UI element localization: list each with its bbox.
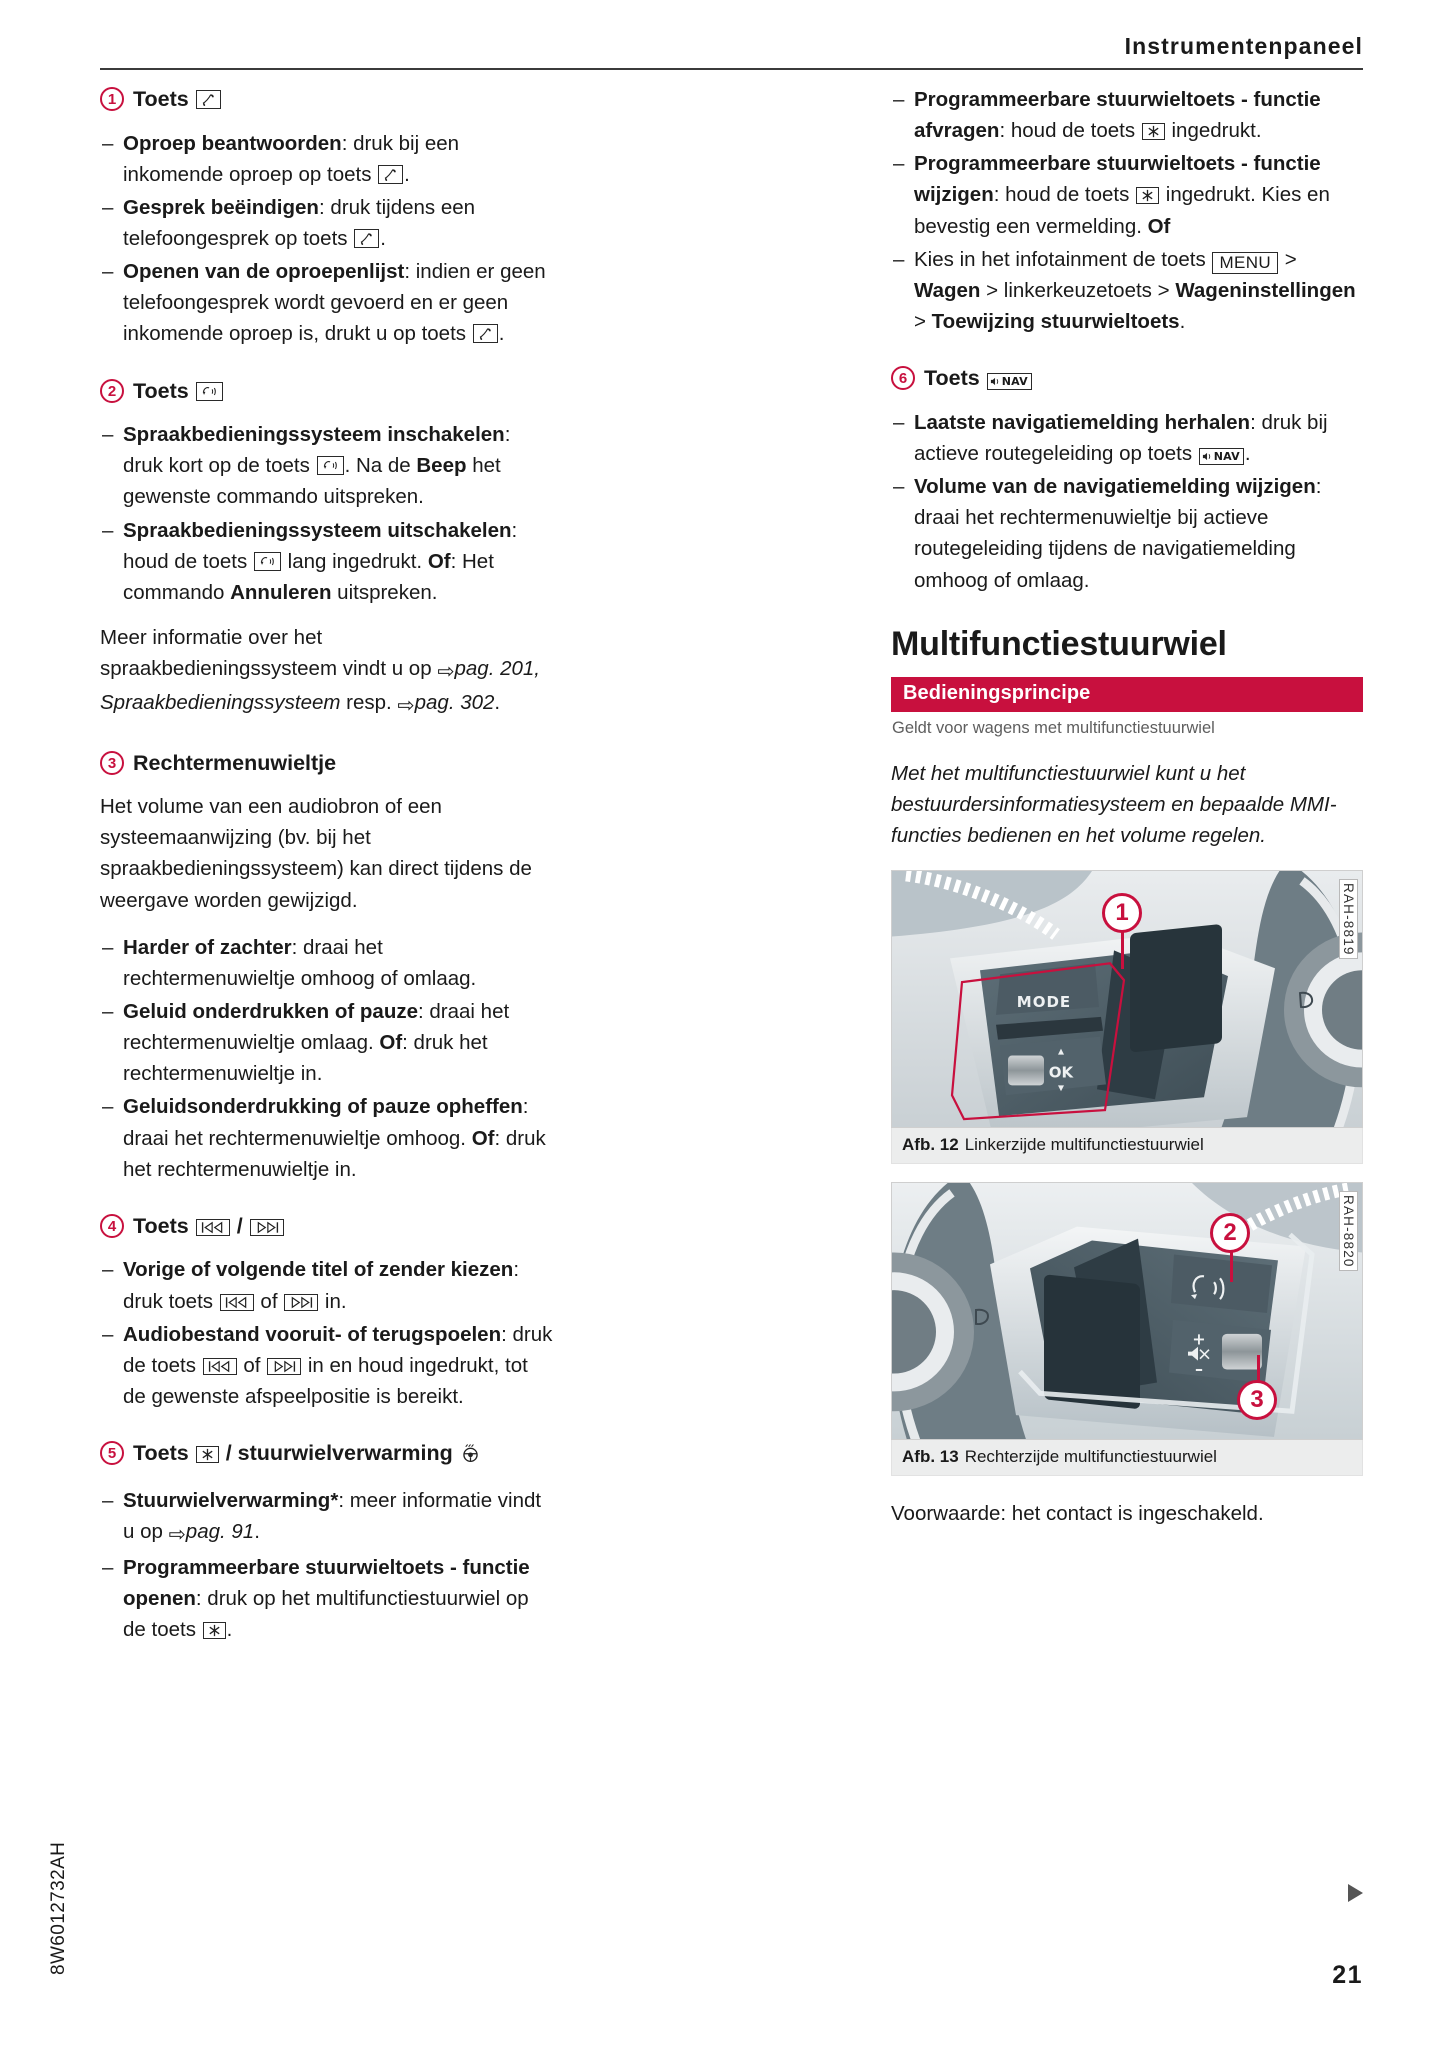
figure-12-code: RAH-8819 [1339,879,1358,960]
previous-track-key-icon [203,1358,237,1375]
figure-13-label: Afb. 13 [902,1446,959,1466]
figure-13-code: RAH-8820 [1339,1191,1358,1272]
item-tail: . [404,162,410,186]
item-lead: Stuurwielverwarming* [123,1488,339,1512]
section-6-list [891,407,1363,596]
section-3-list [100,932,555,1185]
list-item [891,148,1363,241]
figure-13-caption [891,1440,1363,1476]
menu-key-icon: MENU [1212,252,1278,274]
figure-callout-3: 3 [1237,1380,1277,1420]
cross-reference-1: pag. 201, Spraakbedieningssysteem [100,657,540,715]
cross-reference-arrow-icon: ⇨ [397,694,415,718]
list-item [100,996,555,1089]
section-title-6: Toets [924,366,980,391]
section-title-5-rest: / stuurwielverwarming [225,1441,453,1466]
item-text: Kies in het infotainment de toets [914,247,1212,271]
list-item [100,1091,555,1184]
figure-13-caption-text: Rechterzijde multifunctiestuurwiel [964,1446,1217,1466]
path-separator-1: > [1279,247,1297,271]
menu-path-3: Toewijzing stuurwieltoets [931,310,1180,334]
continue-arrow-icon [1348,1884,1363,1902]
item-text-2: of [237,1353,267,1377]
note-text-3: . [494,691,501,715]
nav-voice-key-icon [987,373,1032,390]
figure-12-image [891,870,1363,1128]
document-number: 8W6012732AH [48,1841,69,1975]
item-text-2: : druk het rechtermenuwieltje in. [123,1126,546,1181]
section-5-continued-list [891,84,1363,337]
item-lead: Programmeerbare stuurwieltoets - functie afvragen [914,88,1321,143]
item-lead: Geluidsonderdrukking of pauze opheffen [123,1095,523,1119]
item-text: : draai het rechtermenuwieltje bij actieve routegeleiding tijdens de navigatiemelding omhoog of omlaag. [914,475,1322,592]
list-item [891,244,1363,337]
figure-12-label: Afb. 12 [902,1134,959,1154]
item-tail: . [498,322,505,346]
voice-control-key-icon [254,552,281,571]
list-item [891,471,1363,596]
list-item [100,192,555,254]
voice-control-key-icon [317,456,344,475]
list-item [100,1552,555,1645]
item-text-2: lang ingedrukt. [281,549,428,573]
item-text: : indien er geen telefoongesprek wordt gevoerd en er geen inkomende oproep is, drukt u op toets [123,260,546,346]
list-item [100,1485,555,1550]
section-heading-4 [100,1211,555,1242]
menu-path-mid-1: > linkerkeuzetoets > [980,278,1176,302]
callout-number-6: 6 [891,366,915,390]
section-title-1: Toets [133,87,189,111]
item-text-2: . [226,1618,233,1642]
subsection-banner: Bedieningsprincipe [891,677,1363,712]
item-text: : draai het rechtermenuwieltje omhoog of omlaag. [123,935,477,990]
item-text-3: het gewenste commando uitspreken. [123,454,501,509]
right-column [891,84,1363,1546]
item-lead: Openen van de oproepenlijst [123,260,405,284]
voice-control-key-icon [196,382,223,401]
steering-wheel-right-illustration [892,1183,1362,1439]
item-lead: Programmeerbare stuurwieltoets - functie openen [123,1556,530,1611]
svg-text:OK: OK [1048,1063,1074,1081]
item-text-3: : Het commando [123,549,494,604]
section-heading-5 [100,1438,555,1472]
item-bold-2: Of [1147,214,1171,238]
callout-leader-line [1230,1252,1233,1282]
next-track-key-icon [250,1219,284,1236]
callout-number-3: 3 [100,751,124,775]
section-heading-6 [891,363,1363,394]
nav-key-label: NAV [1001,375,1028,389]
list-item [891,84,1363,146]
figure-12-caption [891,1128,1363,1164]
menu-path-2: Wageninstellingen [1175,278,1356,302]
item-lead: Volume van de navigatiemelding wijzigen [914,475,1316,499]
item-text-2: ingedrukt. [1165,119,1262,143]
previous-track-key-icon [196,1219,230,1236]
figure-13-image [891,1182,1363,1440]
item-text: : druk kort op de toets [123,423,511,478]
figure-12-caption-text: Linkerzijde multifunctiestuurwiel [964,1134,1204,1154]
nav-voice-key-icon [1199,448,1244,465]
list-item [891,407,1363,469]
cross-reference-arrow-icon: ⇨ [437,660,455,684]
left-column [100,84,555,1648]
next-track-key-icon [267,1358,301,1375]
chapter-lead-paragraph: Met het multifunctiestuurwiel kunt u het bestuurdersinformatiesysteem en bepaalde MMI-functies bedienen en het volume regelen. [891,762,1337,848]
item-text: : druk bij actieve routegeleiding op toets [914,410,1328,465]
precondition-note: Voorwaarde: het contact is ingeschakeld. [891,1501,1264,1525]
list-item [100,932,555,994]
item-tail: . [380,226,386,250]
list-item [100,1319,555,1412]
section-heading-2 [100,376,555,407]
star-key-icon [1142,123,1165,140]
note-text-1: Meer informatie over het spraakbedieningssysteem vindt u op [100,626,438,681]
item-bold-3: Annuleren [230,580,332,604]
item-text: : druk bij een inkomende oproep op toets [123,131,460,186]
item-lead: Laatste navigatiemelding herhalen [914,410,1251,434]
item-text-3: in. [319,1289,347,1313]
figure-callout-1: 1 [1102,893,1142,933]
svg-text:+: + [1192,1329,1206,1349]
item-text: : druk de toets [123,1322,553,1377]
section-4-list [100,1254,555,1412]
chapter-title: Multifunctiestuurwiel [891,624,1227,663]
page-header-title: Instrumentenpaneel [1124,33,1363,59]
validity-note: Geldt voor wagens met multifunctiestuurwiel [892,719,1215,738]
item-lead: Harder of zachter [123,935,292,959]
item-text-2: . Na de [344,454,417,478]
item-lead: Vorige of volgende titel of zender kiezen [123,1258,514,1282]
figure-callout-2: 2 [1210,1213,1250,1253]
callout-number-4: 4 [100,1214,124,1238]
item-text-4: uitspreken. [331,580,438,604]
section-1-list [100,128,555,350]
list-item [100,128,555,190]
section-5-list [100,1485,555,1646]
callout-leader-line [1257,1355,1260,1382]
phone-key-icon [196,90,221,109]
item-text: : meer informatie vindt u op [123,1488,542,1543]
list-item [100,515,555,608]
section-heading-1 [100,84,555,115]
item-bold-2: Of [471,1126,495,1150]
item-text: : houd de toets [123,518,518,573]
svg-text:–: – [1195,1359,1203,1379]
section-2-list [100,419,555,608]
callout-leader-line [1121,931,1124,969]
phone-key-icon [473,324,498,343]
menu-path-mid-2: > [914,310,932,334]
item-text-2: of [254,1289,284,1313]
section-heading-3 [100,748,555,779]
section-2-note [100,622,555,721]
item-text-3: in en houd ingedrukt, tot de gewenste afspeelpositie is bereikt. [123,1353,528,1409]
item-text: : draai het rechtermenuwieltje omlaag. [123,999,510,1055]
item-text: : druk tijdens een telefoongesprek op toets [123,195,476,250]
section-title-4: Toets [133,1213,189,1238]
section-4-separator: / [236,1213,243,1238]
header-divider [100,68,1363,70]
item-text-2: . [254,1519,260,1543]
phone-key-icon [378,165,403,184]
section-title-5: Toets [133,1441,189,1466]
steering-wheel-heating-icon [459,1441,482,1472]
star-key-icon [196,1446,219,1463]
note-text-2: resp. [340,691,398,715]
list-item [100,256,555,349]
section-title-2: Toets [133,378,189,403]
item-text: : houd de toets [993,183,1136,207]
figure-12 [891,870,1363,1164]
item-lead: Oproep beantwoorden [123,131,342,155]
list-item [100,1254,555,1316]
cross-reference-2: pag. 302 [414,691,495,715]
cross-reference: pag. 91 [185,1519,255,1543]
star-key-icon [203,1622,226,1639]
phone-key-icon [354,229,379,248]
previous-track-key-icon [220,1294,254,1311]
section-3-intro: Het volume van een audiobron of een systeemaanwijzing (bv. bij het spraakbedieningssysteem) kan direct tijdens de weergave worden gewijzigd. [100,795,532,912]
item-text: : druk toets [123,1258,520,1313]
item-bold-2: Of [379,1031,403,1055]
svg-text:MODE: MODE [1016,992,1072,1011]
cross-reference-arrow-icon: ⇨ [168,1522,186,1546]
item-text: : draai het rechtermenuwieltje omhoog. [123,1095,529,1150]
callout-number-2: 2 [100,379,124,403]
star-key-icon [1136,187,1159,204]
callout-number-1: 1 [100,87,124,111]
item-lead: Spraakbedieningssysteem uitschakelen [123,518,512,542]
item-text: : houd de toets [999,119,1141,143]
callout-number-5: 5 [100,1441,124,1465]
page-number: 21 [1332,1961,1363,1989]
item-lead: Audiobestand vooruit- of terugspoelen [123,1322,502,1346]
list-item [100,419,555,512]
item-lead: Geluid onderdrukken of pauze [123,999,419,1023]
item-lead: Programmeerbare stuurwieltoets - functie wijzigen [914,152,1321,207]
menu-path-1: Wagen [914,278,981,302]
section-title-3: Rechtermenuwieltje [133,750,337,775]
item-lead: Spraakbedieningssysteem inschakelen [123,423,505,447]
item-text-2: : druk het rechtermenuwieltje in. [123,1031,488,1086]
item-text-2: . [1244,441,1251,465]
next-track-key-icon [284,1294,318,1311]
item-text-2: ingedrukt. Kies en bevestig een vermelding. [914,183,1330,238]
figure-13 [891,1182,1363,1476]
item-bold-2: Beep [416,454,467,478]
item-bold-2: Of [427,549,451,573]
item-lead: Gesprek beëindigen [123,195,319,219]
item-text: : druk op het multifunctiestuurwiel op de toets [123,1587,529,1642]
nav-key-label: NAV [1213,449,1240,463]
menu-path-end: . [1179,310,1186,334]
